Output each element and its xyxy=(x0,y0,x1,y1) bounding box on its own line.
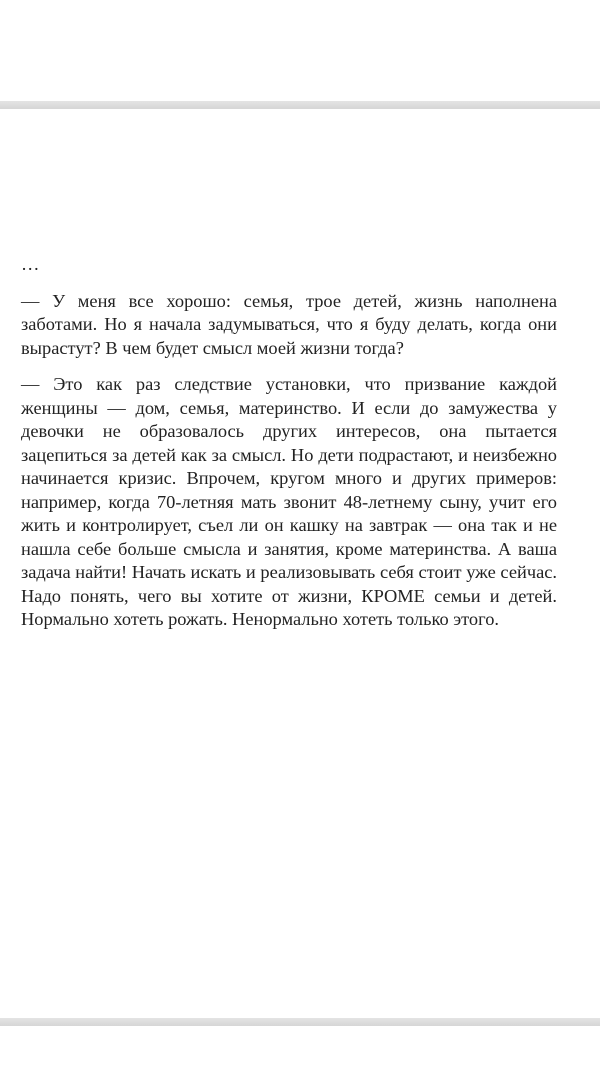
page-bottom-edge xyxy=(0,1018,600,1026)
book-page[interactable] xyxy=(0,109,600,1018)
page-text xyxy=(21,253,557,645)
ellipsis-marker: … xyxy=(21,254,40,274)
dialogue-paragraph-question: — У меня все хорошо: семья, трое детей, жизнь наполнена заботами. Но я начала задумываться, что я буду делать, когда они вырастут? В чем будет смысл моей жизни тогда? xyxy=(21,290,557,358)
page-top-edge xyxy=(0,101,600,109)
dialogue-paragraph-answer: — Это как раз следствие установки, что призвание каждой женщины — дом, семья, материнство. И если до замужества у девочки не образовалось других интересов, она пытается зацепиться за детей как за смысл. Но дети подрастают, и неизбежно начинается кризис. Впрочем, кругом много и других примеров: например, когда 70-летняя мать звонит 48-летнему сыну, учит его жить и контролирует, съел ли он кашку на завтрак — она так и не нашла себе больше смысла и занятия, кроме материнства. А ваша задача найти! Начать искать и реализовывать себя стоит уже сейчас. Надо понять, чего вы хотите от жизни, КРОМЕ семьи и детей. Нормально хотеть рожать. Ненормально хотеть только этого. xyxy=(21,374,557,629)
